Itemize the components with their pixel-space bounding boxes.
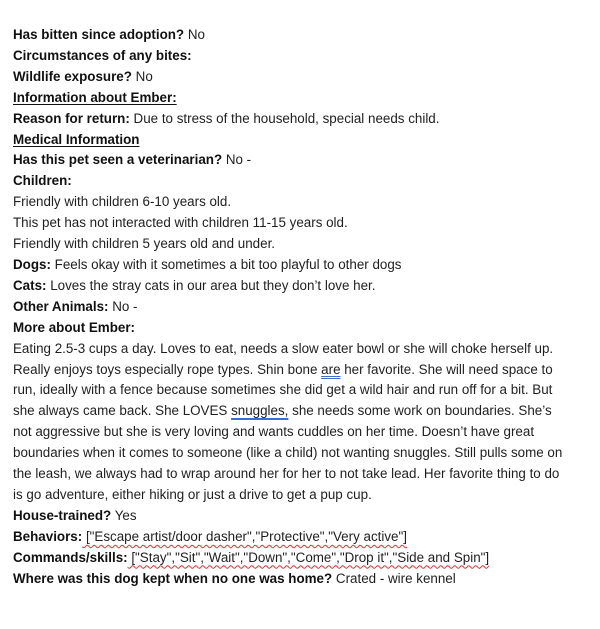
dogs-label: Dogs: [13,256,51,272]
behaviors-label: Behaviors: [13,528,83,544]
kept-row [13,569,573,590]
bite-circumstances-label: Circumstances of any bites: [13,47,192,63]
dogs-value: Feels okay with it sometimes a bit too playful to other dogs [50,256,402,272]
other-animals-value: No - [108,298,138,314]
housetrained-row [13,506,573,527]
cats-row [13,276,573,297]
bite-circumstances-row [13,46,573,67]
children-line-3: Friendly with children 5 years old and under. [13,236,276,252]
vet-label: Has this pet seen a veterinarian? [13,152,223,168]
vet-row [13,150,573,171]
wildlife-value: No [131,68,153,84]
commands-row [13,548,573,569]
housetrained-value: Yes [111,507,137,523]
more-about-label: More about Ember: [13,319,136,335]
pet-profile-document [13,25,573,589]
wildlife-row [13,67,573,88]
commands-label: Commands/skills: [13,549,128,565]
wildlife-label: Wildlife exposure? [13,68,132,84]
return-value: Due to stress of the household, special needs child. [129,110,440,126]
behaviors-value: ["Escape artist/door dasher","Protective","Very active"] [82,528,407,544]
housetrained-label: House-trained? [13,507,112,523]
medical-heading-row [13,130,573,151]
other-animals-row [13,297,573,318]
children-line-2: This pet has not interacted with children 11-15 years old. [13,215,348,231]
kept-label: Where was this dog kept when no one was home? [13,570,333,586]
cats-value: Loves the stray cats in our area but they don’t love her. [46,277,376,293]
bitten-value: No [184,27,205,42]
info-heading-row [13,88,573,109]
return-label: Reason for return: [13,110,130,126]
bitten-label: Has bitten since adoption? [13,27,185,42]
children-line-1: Friendly with children 6-10 years old. [13,194,232,210]
more-about-row [13,318,573,339]
description-part-2: her favorite. She will need space to run, ideally with a fence because sometimes she did get a wild hair and run off for a bit. But she always came back. She LOVES [13,361,553,419]
info-heading: Information about Ember: [13,89,177,105]
behaviors-row [13,527,573,548]
return-row [13,109,573,130]
vet-value: No - [222,152,252,168]
cats-label: Cats: [13,277,47,293]
description-paragraph [13,339,569,506]
children-label: Children: [13,173,72,189]
dogs-row [13,255,573,276]
grammar-flag-are: are [321,361,341,377]
bitten-row [13,25,573,46]
description-part-3: she needs some work on boundaries. She’s not aggressive but she is very loving and wants cuddles on her time. Doesn’t have great boundaries when it comes to someone (like a child) not wanting snuggles. Still pulls some on the leash, we always had to wrap around her for her to not take lead. Her favorite thing to do is go adventure, either hiking or just a drive to get a pup cup. [13,403,563,502]
children-label-row [13,171,573,192]
other-animals-label: Other Animals: [13,298,109,314]
commands-value: ["Stay","Sit","Wait","Down","Come","Drop it","Side and Spin"] [127,549,490,565]
kept-value: Crated - wire kennel [332,570,456,586]
grammar-flag-snuggles: snuggles, [231,403,289,419]
medical-heading: Medical Information [13,131,140,147]
description-part-1: Eating 2.5-3 cups a day. Loves to eat, needs a slow eater bowl or she will choke herself up. Really enjoys toys especially rope types. Shin bone [13,340,554,377]
